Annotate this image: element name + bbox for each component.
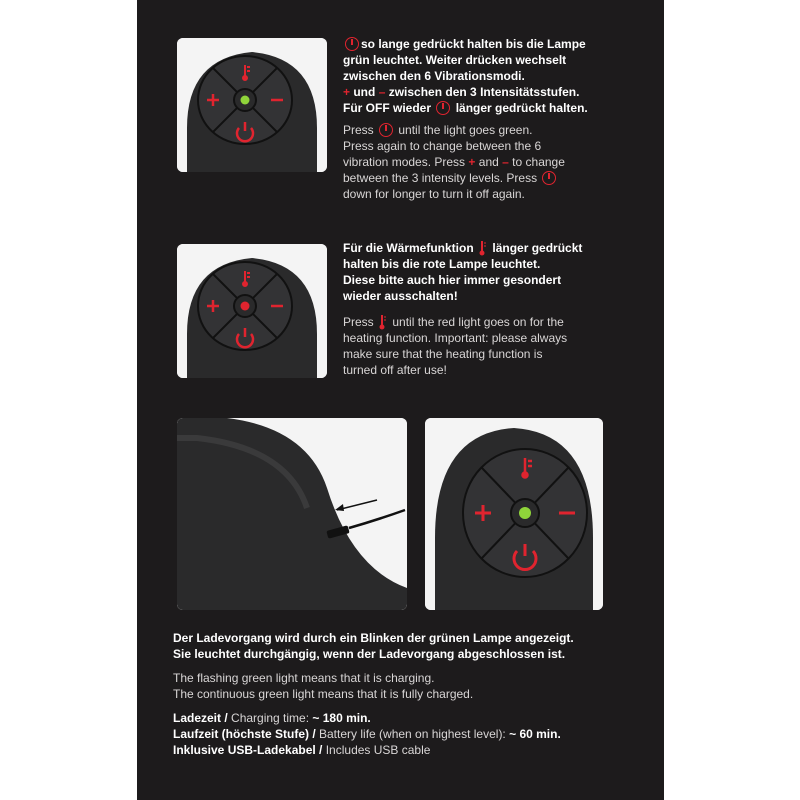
en-text: down for longer to turn it off again. <box>343 187 525 201</box>
de-text-line: halten bis die rote Lampe leuchtet. <box>343 257 541 271</box>
battery-life-value: ~ 60 min. <box>505 727 561 741</box>
battery-life-de: Laufzeit (höchste Stufe) / <box>173 727 316 741</box>
en-text: and <box>478 155 499 169</box>
plus-icon: + <box>343 85 351 99</box>
de-text-line: Der Ladevorgang wird durch ein Blinken der grünen Lampe angezeigt. <box>173 631 574 645</box>
de-text-line: Für OFF wieder <box>343 101 432 115</box>
control-panel-photo-large <box>425 418 603 610</box>
remote-red-led-illustration <box>177 244 327 378</box>
en-text: between the 3 intensity levels. Press <box>343 171 538 185</box>
power-icon <box>345 37 359 51</box>
heating-instructions <box>343 240 643 378</box>
en-text: Press <box>343 123 374 137</box>
de-text-line: länger gedrückt halten. <box>455 101 588 115</box>
charging-illustration <box>177 418 407 610</box>
de-text-line: und <box>350 85 379 99</box>
en-text: vibration modes. Press <box>343 155 466 169</box>
de-text-line: länger gedrückt <box>492 241 583 255</box>
de-text-line: grün leuchtet. Weiter drücken wechselt <box>343 53 567 67</box>
de-text-line: Für die Wärmefunktion <box>343 241 474 255</box>
charging-info <box>173 630 653 758</box>
en-text: to change <box>512 155 565 169</box>
de-text-line: Sie leuchtet durchgängig, wenn der Ladevorgang abgeschlossen ist. <box>173 647 566 661</box>
battery-life-line <box>173 726 653 742</box>
charging-time-en: Charging time: <box>227 711 310 725</box>
power-icon <box>436 101 450 115</box>
en-text: Press <box>343 315 374 329</box>
control-panel-photo-red <box>177 244 327 378</box>
battery-life-en: Battery life (when on highest level): <box>315 727 506 741</box>
de-text-line: zwischen den 6 Vibrationsmodi. <box>343 69 525 83</box>
en-text: make sure that the heating function is <box>343 347 543 361</box>
de-text-line: wieder ausschalten! <box>343 289 458 303</box>
en-text: turned off after use! <box>343 363 447 377</box>
de-text-line: so lange gedrückt halten bis die Lampe <box>361 37 586 51</box>
power-instructions <box>343 36 643 202</box>
plus-icon: + <box>468 155 476 169</box>
power-icon <box>542 171 556 185</box>
de-text-line: zwischen den 3 Intensitätsstufen. <box>385 85 580 99</box>
en-text: The continuous green light means that it is fully charged. <box>173 687 474 701</box>
de-text-line: Diese bitte auch hier immer gesondert <box>343 273 562 287</box>
remote-green-led-illustration <box>177 38 327 172</box>
en-text: Press again to change between the 6 <box>343 139 542 153</box>
en-text: until the red light goes on for the <box>392 315 564 329</box>
charging-time-line <box>173 710 653 726</box>
usb-cable-de: Inklusive USB-Ladekabel / <box>173 743 323 757</box>
usb-cable-line <box>173 742 653 758</box>
en-text: until the light goes green. <box>398 123 533 137</box>
thermometer-icon <box>379 314 387 330</box>
minus-icon: – <box>378 85 386 99</box>
usb-cable-en: Includes USB cable <box>322 743 431 757</box>
manual-page <box>137 0 664 800</box>
control-panel-photo-green <box>177 38 327 172</box>
thermometer-icon <box>479 240 487 256</box>
en-text: heating function. Important: please always <box>343 331 568 345</box>
remote-large-illustration <box>425 418 603 610</box>
charging-time-value: ~ 180 min. <box>309 711 371 725</box>
charging-time-de: Ladezeit / <box>173 711 228 725</box>
minus-icon: – <box>502 155 509 169</box>
power-icon <box>379 123 393 137</box>
charging-photo <box>177 418 407 610</box>
en-text: The flashing green light means that it is charging. <box>173 671 435 685</box>
